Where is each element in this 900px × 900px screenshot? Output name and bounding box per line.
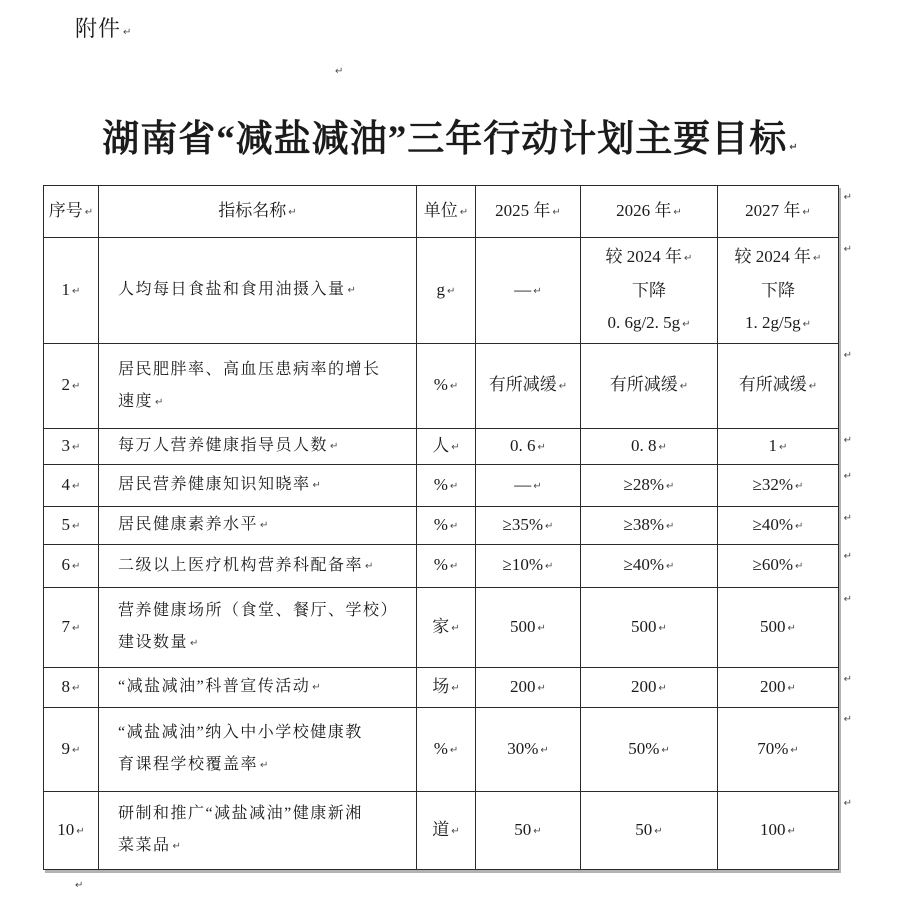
cell-2025 (476, 792, 581, 870)
cell-indicator-name (99, 238, 417, 344)
cell-text: 有所减缓 ↵ (609, 375, 689, 394)
cell-text: % ↵ (433, 555, 459, 574)
cell-indicator-name (99, 588, 417, 668)
cell-text: 0. 6 ↵ (510, 435, 546, 455)
cell-2026 (581, 507, 718, 545)
cell-2025 (476, 588, 581, 668)
cell-2027 (718, 545, 852, 588)
cell-2026 (581, 588, 718, 668)
cell-indicator-name (99, 708, 417, 792)
cell-indicator-name (99, 507, 417, 545)
cell-text: ≥40% ↵ (752, 514, 804, 534)
cell-text: 单位 ↵ (423, 200, 469, 220)
cell-no (44, 708, 99, 792)
cell-2025 (476, 507, 581, 545)
cell-2027 (718, 344, 852, 429)
paragraph-mark-icon: ↵ (843, 350, 852, 361)
cell-2025 (476, 708, 581, 792)
cell-text: 家 ↵ (432, 616, 460, 636)
table-row (44, 708, 839, 792)
cell-unit (417, 545, 476, 588)
cell-text: 0. 8 ↵ (631, 435, 667, 455)
cell-unit (417, 507, 476, 545)
paragraph-mark-icon: ↵ (843, 551, 852, 562)
cell-text: 序号 ↵ (48, 200, 94, 220)
cell-no (44, 792, 99, 870)
document-title: 湖南省“减盐减油”三年行动计划主要目标 ↵ (102, 119, 798, 160)
cell-text: 500 ↵ (510, 616, 546, 636)
cell-2027 (718, 708, 852, 792)
paragraph-mark-icon: ↵ (843, 594, 852, 605)
cell-2025 (476, 429, 581, 465)
cell-text: 2027 年 ↵ (745, 200, 811, 220)
cell-2027 (718, 792, 852, 870)
cell-text: — ↵ (514, 279, 542, 299)
table-row (44, 545, 839, 588)
cell-unit (417, 465, 476, 507)
cell-2027 (718, 238, 852, 344)
table-row (44, 344, 839, 429)
cell-text: 7 ↵ (61, 616, 81, 636)
cell-unit (417, 344, 476, 429)
cell-2026 (581, 792, 718, 870)
cell-text: “减盐减油”科普宣传活动 ↵ (118, 678, 321, 695)
cell-text: 100 ↵ (760, 819, 796, 839)
cell-text: 2026 年 ↵ (616, 200, 682, 220)
cell-text: % ↵ (433, 375, 459, 394)
paragraph-mark-icon: ↵ (843, 471, 852, 482)
cell-no (44, 465, 99, 507)
cell-text: 3 ↵ (61, 435, 81, 455)
cell-text: 200 ↵ (510, 676, 546, 696)
paragraph-mark-icon: ↵ (75, 880, 84, 891)
table-row (44, 588, 839, 668)
header-cell-2026 (581, 186, 718, 238)
cell-text: 人均每日食盐和食用油摄入量 ↵ (118, 281, 356, 298)
cell-unit (417, 238, 476, 344)
cell-indicator-name (99, 344, 417, 429)
paragraph-mark-icon: ↵ (335, 66, 344, 77)
cell-text: 1 ↵ (768, 435, 788, 455)
cell-text: 人 ↵ (432, 435, 460, 455)
cell-2027 (718, 668, 852, 708)
cell-text: 2 ↵ (61, 375, 81, 394)
cell-text: 70% ↵ (757, 738, 799, 758)
cell-no (44, 344, 99, 429)
header-cell-2025 (476, 186, 581, 238)
paragraph-mark-icon: ↵ (843, 192, 852, 203)
table-row (44, 465, 839, 507)
cell-text: ≥10% ↵ (502, 555, 554, 574)
cell-2026 (581, 344, 718, 429)
cell-text: 营养健康场所（食堂、餐厅、学校） 建设数量 ↵ (118, 602, 399, 651)
cell-2025 (476, 465, 581, 507)
cell-text: 50 ↵ (635, 819, 663, 839)
cell-text: 10 ↵ (57, 819, 85, 839)
cell-text: 较 2024 年 ↵ 下降 1. 2g/5g ↵ (734, 246, 822, 332)
cell-2027 (718, 588, 852, 668)
cell-text: 50% ↵ (628, 738, 670, 758)
cell-text: 200 ↵ (631, 676, 667, 696)
cell-no (44, 588, 99, 668)
table-row (44, 668, 839, 708)
cell-text: 较 2024 年 ↵ 下降 0. 6g/2. 5g ↵ (605, 246, 693, 332)
cell-text: “减盐减油”纳入中小学校健康教 育课程学校覆盖率 ↵ (118, 724, 363, 773)
paragraph-mark-icon: ↵ (843, 244, 852, 255)
cell-text: g ↵ (436, 279, 456, 299)
cell-text: 5 ↵ (61, 514, 81, 534)
cell-2027 (718, 507, 852, 545)
cell-text: 200 ↵ (760, 676, 796, 696)
cell-text: % ↵ (433, 738, 459, 758)
cell-no (44, 238, 99, 344)
header-cell-unit (417, 186, 476, 238)
cell-text: 500 ↵ (631, 616, 667, 636)
cell-2025 (476, 668, 581, 708)
cell-text: 2025 年 ↵ (495, 200, 561, 220)
cell-text: 30% ↵ (507, 738, 549, 758)
cell-text: % ↵ (433, 514, 459, 534)
cell-indicator-name (99, 545, 417, 588)
cell-text: ≥35% ↵ (502, 514, 554, 534)
paragraph-mark-icon: ↵ (843, 435, 852, 446)
header-cell-indicator (99, 186, 417, 238)
cell-text: ≥60% ↵ (752, 555, 804, 574)
cell-2026 (581, 238, 718, 344)
cell-indicator-name (99, 429, 417, 465)
paragraph-mark-icon: ↵ (843, 674, 852, 685)
cell-no (44, 507, 99, 545)
cell-2026 (581, 668, 718, 708)
cell-unit (417, 429, 476, 465)
table-row (44, 792, 839, 870)
cell-text: — ↵ (514, 474, 542, 494)
cell-2026 (581, 545, 718, 588)
paragraph-mark-icon: ↵ (843, 513, 852, 524)
cell-unit (417, 588, 476, 668)
cell-indicator-name (99, 792, 417, 870)
cell-unit (417, 708, 476, 792)
cell-2026 (581, 708, 718, 792)
cell-text: 50 ↵ (514, 819, 542, 839)
cell-text: 研制和推广“减盐减油”健康新湘 菜菜品 ↵ (118, 805, 363, 854)
goals-table (43, 185, 852, 870)
cell-text: 二级以上医疗机构营养科配备率 ↵ (118, 556, 374, 574)
cell-text: ≥32% ↵ (752, 474, 804, 494)
cell-2025 (476, 545, 581, 588)
cell-text: 指标名称 ↵ (218, 200, 297, 220)
table-row (44, 429, 839, 465)
cell-2026 (581, 429, 718, 465)
cell-text: 500 ↵ (760, 616, 796, 636)
cell-text: ≥38% ↵ (623, 514, 675, 534)
cell-text: ≥28% ↵ (623, 474, 675, 494)
cell-text: % ↵ (433, 474, 459, 494)
cell-text: 8 ↵ (61, 676, 81, 696)
cell-indicator-name (99, 465, 417, 507)
cell-2027 (718, 429, 852, 465)
table-row (44, 507, 839, 545)
cell-no (44, 429, 99, 465)
cell-text: 1 ↵ (61, 279, 81, 299)
cell-text: ≥40% ↵ (623, 555, 675, 574)
cell-text: 4 ↵ (61, 474, 81, 494)
header-cell-no (44, 186, 99, 238)
cell-2027 (718, 465, 852, 507)
cell-text: 场 ↵ (432, 676, 460, 696)
cell-text: 居民营养健康知识知晓率 ↵ (118, 476, 321, 493)
cell-2025 (476, 344, 581, 429)
cell-text: 有所减缓 ↵ (488, 375, 568, 394)
paragraph-mark-icon: ↵ (843, 798, 852, 809)
cell-text: 居民肥胖率、高血压患病率的增长 速度 ↵ (118, 360, 381, 410)
paragraph-mark-icon: ↵ (843, 714, 852, 725)
table-row (44, 238, 839, 344)
cell-unit (417, 792, 476, 870)
header-cell-2027 (718, 186, 852, 238)
attachment-label: 附件 ↵ (75, 16, 132, 41)
cell-text: 有所减缓 ↵ (738, 375, 818, 394)
cell-text: 居民健康素养水平 ↵ (118, 516, 269, 533)
cell-text: 道 ↵ (432, 819, 460, 839)
cell-no (44, 668, 99, 708)
cell-text: 6 ↵ (61, 555, 81, 574)
cell-no (44, 545, 99, 588)
cell-2026 (581, 465, 718, 507)
cell-unit (417, 668, 476, 708)
cell-2025 (476, 238, 581, 344)
cell-indicator-name (99, 668, 417, 708)
cell-text: 每万人营养健康指导员人数 ↵ (118, 437, 339, 454)
cell-text: 9 ↵ (61, 738, 81, 758)
table-header-row (44, 186, 839, 238)
